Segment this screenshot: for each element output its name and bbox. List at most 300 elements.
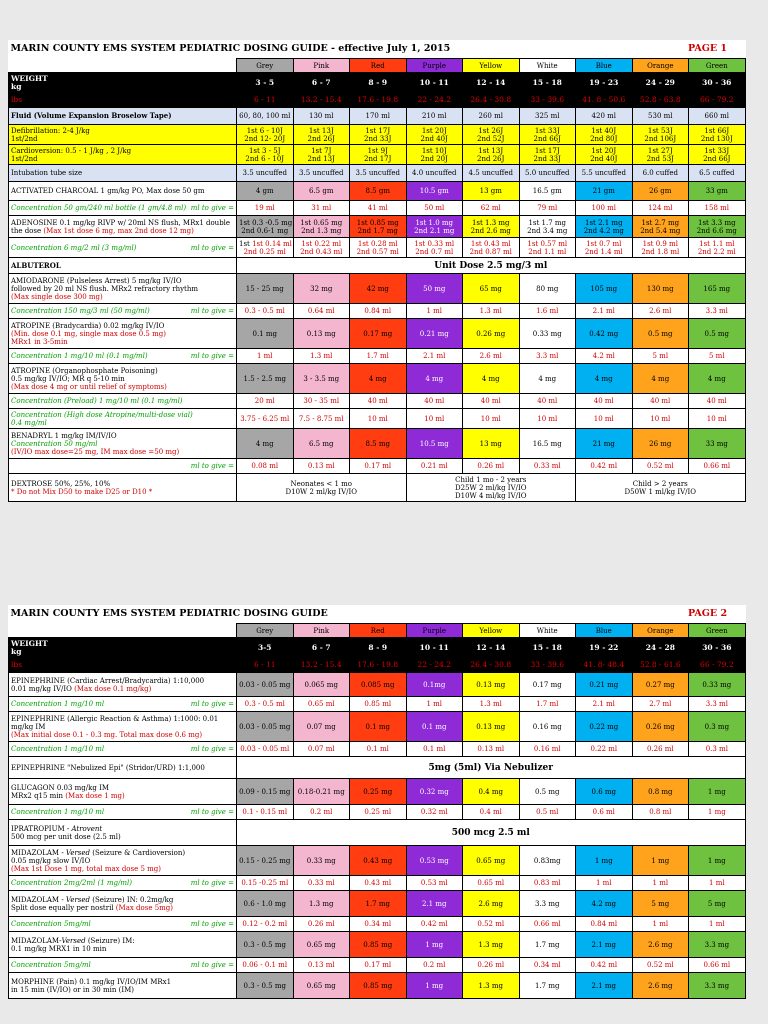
ml-cell: 0.16 ml — [519, 742, 576, 757]
lbs-cell: 6 - 11 — [237, 93, 294, 108]
dose-cell: 1st 1.3 mg 2nd 2.6 mg — [463, 216, 520, 238]
ml-cell: 0.34 ml — [519, 958, 576, 973]
ml-cell: 0.85 ml — [350, 697, 407, 712]
dose-cell: 33 gm — [689, 182, 746, 201]
cardio-cell: 1st 3 - 5J 2nd 6 - 10J — [237, 145, 294, 165]
midazolam-in-conc-row — [9, 917, 746, 932]
dose-cell: 42 mg — [350, 274, 407, 304]
ml-cell: 0.06 - 0.1 ml — [237, 958, 294, 973]
ml-cell: 100 ml — [576, 201, 633, 216]
lbs-cell: 41. 8 - 50.6 — [576, 93, 633, 108]
ml-cell: 0.13 ml — [293, 958, 350, 973]
kg-cell: 6 - 7 — [293, 638, 350, 658]
dose-cell: 0.33 mg — [519, 319, 576, 349]
color-purple: Purple — [406, 624, 463, 638]
ml-cell: 1 ml — [406, 697, 463, 712]
dosing-table-page-1 — [8, 40, 746, 502]
ml-cell: 0.12 - 0.2 ml — [237, 917, 294, 932]
ml-cell: 40 ml — [519, 394, 576, 409]
epi-allergy-sub: mg/kg IM — [11, 722, 46, 731]
dose-cell: 0.07 mg — [293, 712, 350, 742]
ml-cell: 0.13 ml — [463, 742, 520, 757]
ml-cell: 0.6 ml — [576, 805, 633, 820]
dose-cell: 4 mg — [406, 364, 463, 394]
midazolam-sub: 0.1 mg/kg MRX1 in 10 min — [11, 944, 107, 953]
title-row — [9, 40, 746, 59]
albuterol-row — [9, 258, 746, 274]
dose-cell: 0.85 mg — [350, 932, 407, 958]
dextrose-neonates: Neonates < 1 mo D10W 2 ml/kg IV/IO — [237, 474, 407, 502]
ml-cell: 0.4 ml — [463, 805, 520, 820]
lbs-cell: 33 - 39.6 — [519, 93, 576, 108]
dose-cell: 1.7 mg — [519, 932, 576, 958]
tube-cell: 6.0 cuffed — [632, 165, 689, 182]
color-green: Green — [689, 624, 746, 638]
dose-cell: 1st 3.3 mg 2nd 6.6 mg — [689, 216, 746, 238]
epi-nebulized-row — [9, 757, 746, 779]
dose-cell: 2.6 mg — [632, 932, 689, 958]
midazolam-im-conc-row — [9, 958, 746, 973]
ml-cell: 1st 0.57 ml 2nd 1.1 ml — [519, 238, 576, 258]
ml-cell: 40 ml — [576, 394, 633, 409]
kg-cell: 12 - 14 — [463, 638, 520, 658]
dose-cell: 4 gm — [237, 182, 294, 201]
midazolam-indication: (Seizure) IM: — [87, 936, 135, 945]
benadryl-conc: Concentration 50 mg/ml — [11, 439, 98, 448]
dose-cell: 0.85 mg — [350, 973, 407, 999]
morphine-sub: in 15 min (IV/IO) or in 30 min (IM) — [11, 985, 134, 994]
lbs-cell: 22 - 24.2 — [406, 93, 463, 108]
glucagon-sub: MRx2 q15 min — [11, 791, 64, 800]
conc-label: Concentration 5mg/ml — [11, 961, 91, 969]
ml-cell: 0.13 ml — [293, 459, 350, 474]
conc-label: Concentration 6 mg/2 ml (3 mg/ml) — [11, 243, 137, 252]
dose-cell: 0.65 mg — [293, 973, 350, 999]
ml-cell: 1.3 ml — [463, 697, 520, 712]
amiodarone-label: AMIODARONE (Pulseless Arrest) 5 mg/kg IV/IO — [11, 276, 182, 285]
dose-cell: 1.3 mg — [293, 891, 350, 917]
midazolam-brand: - Versed — [61, 895, 91, 904]
dose-cell: 1 mg — [406, 932, 463, 958]
lbs-cell: 66 - 79.2 — [689, 658, 746, 673]
dose-cell: 0.21 mg — [576, 673, 633, 697]
dose-cell: 0.085 mg — [350, 673, 407, 697]
dose-cell: 1st 2.1 mg 2nd 4.2 mg — [576, 216, 633, 238]
dose-cell: 0.43 mg — [350, 846, 407, 876]
ml-cell: 40 ml — [406, 394, 463, 409]
dose-cell: 0.27 mg — [632, 673, 689, 697]
epi-cardiac-conc-row — [9, 697, 746, 712]
ml-cell: 1.3 ml — [463, 304, 520, 319]
adenosine-conc-row — [9, 238, 746, 258]
atropine-organo-max: (Max dose 4 mg or until relief of symptoms) — [11, 382, 167, 391]
cardio-label: Cardioversion: 0.5 - 1 J/kg , 2 J/kg — [11, 146, 132, 155]
ml-cell: 20 ml — [237, 394, 294, 409]
dose-cell: 1.3 mg — [463, 932, 520, 958]
ml-to-give-label: ml to give = — [190, 961, 234, 969]
color-header-row — [9, 624, 746, 638]
ml-cell: 10 ml — [350, 409, 407, 429]
color-grey: Grey — [237, 624, 294, 638]
ml-cell: 0.17 ml — [350, 958, 407, 973]
color-pink: Pink — [293, 59, 350, 73]
cardio-cell: 1st 27J 2nd 53J — [632, 145, 689, 165]
ml-cell: 0.17 ml — [350, 459, 407, 474]
dose-cell: 0.13 mg — [293, 319, 350, 349]
atropine-brady-conc-row — [9, 349, 746, 364]
defib-cell: 1st 40J 2nd 80J — [576, 125, 633, 145]
tube-cell: 3.5 uncuffed — [293, 165, 350, 182]
weight-kg-row — [9, 638, 746, 658]
epi-neb-dose: 5mg (5ml) Via Nebulizer — [237, 757, 746, 779]
tube-cell: 4.0 uncuffed — [406, 165, 463, 182]
dose-cell: 4.2 mg — [576, 891, 633, 917]
kg-cell: 10 - 11 — [406, 73, 463, 93]
ml-cell: 0.64 ml — [293, 304, 350, 319]
atropine-brady-repeat: MRx1 in 3-5min — [11, 337, 68, 346]
cardio-cell: 1st 33J 2nd 66J — [689, 145, 746, 165]
ml-cell: 0.43 ml — [350, 876, 407, 891]
dose-cell: 0.5 mg — [632, 319, 689, 349]
ml-cell: 0.84 ml — [350, 304, 407, 319]
epi-allergy-label: EPINEPHRINE (Allergic Reaction & Asthma) 1:1000: 0.01 — [11, 714, 219, 723]
fluid-cell: 325 ml — [519, 108, 576, 125]
cardioversion-row — [9, 145, 746, 165]
fluid-row — [9, 108, 746, 125]
atropine-brady-label: ATROPINE (Bradycardia) 0.02 mg/kg IV/IO — [11, 321, 165, 330]
lbs-cell: 6 - 11 — [237, 658, 294, 673]
color-pink: Pink — [293, 624, 350, 638]
ml-to-give-label: ml to give = — [190, 920, 234, 928]
ml-cell: 0.2 ml — [406, 958, 463, 973]
dose-cell: 0.22 mg — [576, 712, 633, 742]
atropine-organo-label: ATROPINE (Organophosphate Poisoning) — [11, 366, 158, 375]
dose-cell: 3.3 mg — [689, 973, 746, 999]
lbs-cell: 17.6 - 19.8 — [350, 658, 407, 673]
ml-to-give-label: ml to give = — [190, 745, 234, 753]
dose-cell: 0.03 - 0.05 mg — [237, 712, 294, 742]
page-number: PAGE 1 — [687, 43, 728, 54]
dose-cell: 3.3 mg — [689, 932, 746, 958]
dose-cell: 21 gm — [576, 182, 633, 201]
fluid-cell: 60, 80, 100 ml — [237, 108, 294, 125]
ml-cell: 10 ml — [406, 409, 463, 429]
epi-neb-label: EPINEPHRINE "Nebulized Epi" (Stridor/URD) 1:1,000 — [9, 757, 237, 779]
midazolam-indication: (Seizure) IN: 0.2mg/kg — [92, 895, 174, 904]
ml-cell: 0.33 ml — [293, 876, 350, 891]
dose-cell: 1.7 mg — [350, 891, 407, 917]
dose-cell: 4 mg — [463, 364, 520, 394]
dose-cell: 0.21 mg — [406, 319, 463, 349]
dose-cell: 5 mg — [632, 891, 689, 917]
dose-cell: 21 mg — [576, 429, 633, 459]
ml-cell: 2.1 ml — [576, 697, 633, 712]
ml-cell: 3.3 ml — [519, 349, 576, 364]
ml-cell: 0.5 ml — [519, 805, 576, 820]
ml-cell: 0.1 ml — [406, 742, 463, 757]
atropine-brady-min: (Min. dose 0.1 mg, single max dose 0.5 mg) — [11, 329, 166, 338]
glucagon-label: GLUCAGON 0.03 mg/kg IM — [11, 783, 110, 792]
dose-cell: 130 mg — [632, 274, 689, 304]
dose-cell: 0.25 mg — [350, 779, 407, 805]
kg-cell: 30 - 36 — [689, 638, 746, 658]
ml-cell: 2.6 ml — [463, 349, 520, 364]
ml-cell: 0.26 ml — [463, 958, 520, 973]
amiodarone-dose-row — [9, 274, 746, 304]
ml-cell: 0.03 - 0.05 ml — [237, 742, 294, 757]
ml-cell: 19 ml — [237, 201, 294, 216]
ml-cell: 40 ml — [463, 394, 520, 409]
midazolam-in-dose-row — [9, 891, 746, 917]
ml-cell: 0.42 ml — [576, 958, 633, 973]
dose-cell: 65 mg — [463, 274, 520, 304]
ml-to-give-label: ml to give = — [190, 243, 234, 252]
adenosine-sub: the dose — [11, 226, 42, 235]
tube-cell: 4.5 uncuffed — [463, 165, 520, 182]
epi-cardiac-sub: 0.01 mg/kg IV/IO — [11, 684, 72, 693]
dose-cell: 0.1 mg — [350, 712, 407, 742]
dose-cell: 165 mg — [689, 274, 746, 304]
benadryl-conc-row — [9, 459, 746, 474]
ml-cell: 3.75 - 6.25 ml — [237, 409, 294, 429]
color-red: Red — [350, 624, 407, 638]
midazolam-brand: Versed — [61, 936, 86, 945]
ml-cell: 1st 0.9 ml 2nd 1.8 ml — [632, 238, 689, 258]
ml-cell: 0.08 ml — [237, 459, 294, 474]
ml-cell: 2.6 ml — [632, 304, 689, 319]
lbs-cell: 26.4 - 30.8 — [463, 658, 520, 673]
lbs-label: lbs — [9, 658, 237, 673]
atropine-brady-dose-row — [9, 319, 746, 349]
dosing-table-page-2 — [8, 605, 746, 999]
ml-cell: 0.1 - 0.15 ml — [237, 805, 294, 820]
tube-cell: 3.5 uncuffed — [237, 165, 294, 182]
ml-cell: 3.3 ml — [689, 697, 746, 712]
kg-cell: 19 - 22 — [576, 638, 633, 658]
ml-cell: 1 ml — [632, 876, 689, 891]
lbs-cell: 13.2 - 15.4 — [293, 93, 350, 108]
midazolam-cardio-dose-row — [9, 846, 746, 876]
ml-cell: 0.32 ml — [406, 805, 463, 820]
ipratropium-row — [9, 820, 746, 846]
page-title: MARIN COUNTY EMS SYSTEM PEDIATRIC DOSING GUIDE - effective July 1, 2015 — [10, 43, 451, 54]
ipratropium-dose: 500 mcg 2.5 ml — [237, 820, 746, 846]
dose-cell: 0.3 mg — [689, 712, 746, 742]
fluid-cell: 530 ml — [632, 108, 689, 125]
tube-row — [9, 165, 746, 182]
dose-cell: 0.13 mg — [463, 673, 520, 697]
fluid-label: Fluid (Volume Expansion Broselow Tape) — [9, 108, 237, 125]
dose-cell: 0.18-0.21 mg — [293, 779, 350, 805]
dose-cell: 0.09 - 0.15 mg — [237, 779, 294, 805]
ml-cell: 0.83 ml — [519, 876, 576, 891]
ml-to-give-label: ml to give = — [190, 700, 234, 708]
tube-cell: 5.0 uncuffed — [519, 165, 576, 182]
ml-cell: 0.65 ml — [293, 697, 350, 712]
color-purple: Purple — [406, 59, 463, 73]
conc-label-2: 0.4 mg/ml — [11, 418, 47, 427]
defib-cell: 1st 20J 2nd 40J — [406, 125, 463, 145]
dose-cell: 8.5 mg — [350, 429, 407, 459]
defib-cell: 1st 17J 2nd 33J — [350, 125, 407, 145]
color-yellow: Yellow — [463, 59, 520, 73]
kg-cell: 30 - 36 — [689, 73, 746, 93]
atropine-organo-dose-row — [9, 364, 746, 394]
kg-cell: 8 - 9 — [350, 73, 407, 93]
defib-label: Defibrillation: 2-4 J/kg — [11, 126, 90, 135]
midazolam-label: MIDAZOLAM — [11, 895, 60, 904]
ml-cell: 0.2 ml — [293, 805, 350, 820]
dose-cell: 2.1 mg — [576, 932, 633, 958]
dose-cell: 10.5 gm — [406, 182, 463, 201]
dose-cell: 1st 2.7 mg 2nd 5.4 mg — [632, 216, 689, 238]
dose-cell: 0.42 mg — [576, 319, 633, 349]
ml-cell: 0.26 ml — [463, 459, 520, 474]
epi-cardiac-max: (Max dose 0.1 mg/kg) — [74, 684, 152, 693]
ml-cell: 0.25 ml — [350, 805, 407, 820]
lbs-cell: 52.8 - 63.8 — [632, 93, 689, 108]
tube-label: Intubation tube size — [9, 165, 237, 182]
fluid-cell: 660 ml — [689, 108, 746, 125]
kg-label: kg — [11, 81, 22, 91]
dose-cell: 0.65 mg — [463, 846, 520, 876]
ml-cell: 0.1 ml — [350, 742, 407, 757]
dose-cell: 15 - 25 mg — [237, 274, 294, 304]
glucagon-max: (Max dose 1 mg) — [65, 791, 125, 800]
color-white: White — [519, 624, 576, 638]
ipratropium-sub: 500 mcg per unit dose (2.5 ml) — [11, 832, 121, 841]
midazolam-indication: (Seizure & Cardioversion) — [92, 848, 186, 857]
defib-cell: 1st 66J 2nd 130J — [689, 125, 746, 145]
ml-cell: 7.5 - 8.75 ml — [293, 409, 350, 429]
ml-cell: 1st 0.7 ml 2nd 1.4 ml — [576, 238, 633, 258]
defibrillation-row — [9, 125, 746, 145]
cardio-cell: 1st 17J 2nd 33J — [519, 145, 576, 165]
dose-cell: 1.7 mg — [519, 973, 576, 999]
dose-cell: 1st 0.65 mg 2nd 1.3 mg — [293, 216, 350, 238]
lbs-cell: 66 - 79.2 — [689, 93, 746, 108]
cardio-sub: 1st/2nd — [11, 154, 38, 163]
ml-cell: 1.3 ml — [293, 349, 350, 364]
defib-cell: 1st 33J 2nd 66J — [519, 125, 576, 145]
ml-cell: 4.2 ml — [576, 349, 633, 364]
color-green: Green — [689, 59, 746, 73]
dose-cell: 1 mg — [689, 779, 746, 805]
kg-cell: 12 - 14 — [463, 73, 520, 93]
ml-cell: 40 ml — [350, 394, 407, 409]
dose-cell: 1 mg — [632, 846, 689, 876]
ml-cell: 1st 0.43 ml 2nd 0.87 ml — [463, 238, 520, 258]
ml-cell: 3.3 ml — [689, 304, 746, 319]
dose-cell: 4 mg — [237, 429, 294, 459]
kg-cell: 3 - 5 — [237, 73, 294, 93]
epi-cardiac-label: EPINEPHRINE (Cardiac Arrest/Bradycardia) 1:10,000 — [11, 676, 205, 685]
lbs-cell: 41. 8- 48.4 — [576, 658, 633, 673]
morphine-dose-row — [9, 973, 746, 999]
dose-cell: 0.15 - 0.25 mg — [237, 846, 294, 876]
defib-sub: 1st/2nd — [11, 134, 38, 143]
ml-cell: 10 ml — [689, 409, 746, 429]
ml-cell: 0.65 ml — [463, 876, 520, 891]
dose-cell: 80 mg — [519, 274, 576, 304]
fluid-cell: 130 ml — [293, 108, 350, 125]
adenosine-max: (Max 1st dose 6 mg, max 2nd dose 12 mg) — [43, 226, 194, 235]
ml-cell: 0.8 ml — [632, 805, 689, 820]
dose-cell: 32 mg — [293, 274, 350, 304]
dose-cell: 0.03 - 0.05 mg — [237, 673, 294, 697]
dose-cell: 0.1 mg — [406, 712, 463, 742]
albuterol-dose: Unit Dose 2.5 mg/3 ml — [237, 258, 746, 274]
morphine-label: MORPHINE (Pain) 0.1 mg/kg IV/IO/IM MRx1 — [11, 977, 172, 986]
fluid-cell: 420 ml — [576, 108, 633, 125]
ml-cell: 0.84 ml — [576, 917, 633, 932]
dose-cell: 1 mg — [689, 846, 746, 876]
weight-lbs-row — [9, 93, 746, 108]
defib-cell: 1st 53J 2nd 106J — [632, 125, 689, 145]
ml-cell: 1st 1st 0.14 ml 2nd 0.25 ml — [237, 238, 294, 258]
ml-cell: 1 ml — [689, 917, 746, 932]
dose-cell: 0.33 mg — [293, 846, 350, 876]
atropine-organo-sub: 0.5 mg/kg IV/IO; MR q 5-10 min — [11, 374, 125, 383]
adenosine-label: ADENOSINE 0.1 mg/kg RIVP w/ 20ml NS flush, MRx1 double — [11, 218, 231, 227]
adenosine-dose-row — [9, 216, 746, 238]
epi-allergy-dose-row — [9, 712, 746, 742]
ml-cell: 1.6 ml — [519, 304, 576, 319]
midazolam-brand: - Versed — [61, 848, 91, 857]
ml-cell: 0.26 ml — [632, 742, 689, 757]
cardio-cell: 1st 9J 2nd 17J — [350, 145, 407, 165]
weight-label: WEIGHT — [11, 638, 48, 648]
kg-cell: 3-5 — [237, 638, 294, 658]
weight-label: WEIGHT — [11, 73, 48, 83]
midazolam-label: MIDAZOLAM — [11, 848, 60, 857]
ml-cell: 0.66 ml — [689, 958, 746, 973]
amiodarone-conc-row — [9, 304, 746, 319]
dextrose-row — [9, 474, 746, 502]
dose-cell: 0.16 mg — [519, 712, 576, 742]
lbs-cell: 26.4 - 30.8 — [463, 93, 520, 108]
ml-cell: 0.42 ml — [406, 917, 463, 932]
ml-cell: 0.3 - 0.5 ml — [237, 697, 294, 712]
dose-cell: 4 mg — [632, 364, 689, 394]
midazolam-sub: 0.05 mg/kg slow IV/IO — [11, 856, 91, 865]
title-row — [9, 605, 746, 624]
atropine-organo-conc-row — [9, 394, 746, 409]
ml-cell: 0.52 ml — [463, 917, 520, 932]
color-grey: Grey — [237, 59, 294, 73]
kg-cell: 6 - 7 — [293, 73, 350, 93]
ml-cell: 1 ml — [632, 917, 689, 932]
ml-cell: 5 ml — [689, 349, 746, 364]
ml-cell: 1 ml — [689, 876, 746, 891]
dose-cell: 1.5 - 2.5 mg — [237, 364, 294, 394]
cardio-cell: 1st 7J 2nd 13J — [293, 145, 350, 165]
ml-to-give-label: ml to give = — [190, 879, 234, 887]
ipratropium-brand: - Atrovent — [66, 824, 103, 833]
ml-cell: 1st 0.33 ml 2nd 0.7 ml — [406, 238, 463, 258]
dose-cell: 0.32 mg — [406, 779, 463, 805]
lbs-cell: 17.6 - 19.8 — [350, 93, 407, 108]
dose-cell: 0.26 mg — [463, 319, 520, 349]
dose-cell: 16.5 mg — [519, 429, 576, 459]
cardio-cell: 1st 10J 2nd 20J — [406, 145, 463, 165]
ml-cell: 2.1 ml — [406, 349, 463, 364]
dose-cell: 0.17 mg — [519, 673, 576, 697]
kg-cell: 8 - 9 — [350, 638, 407, 658]
dose-cell: 0.065 mg — [293, 673, 350, 697]
ml-cell: 0.66 ml — [689, 459, 746, 474]
atropine-organo-conc2-row — [9, 409, 746, 429]
